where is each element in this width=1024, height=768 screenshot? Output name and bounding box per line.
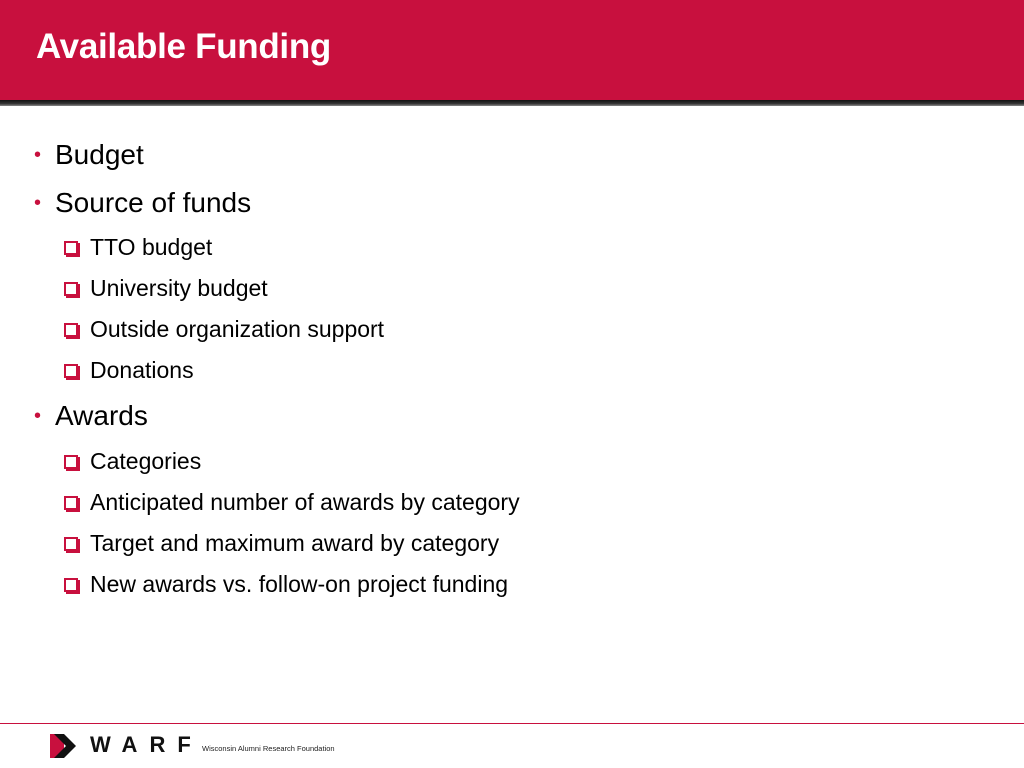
logo-wordmark: WARF xyxy=(90,732,203,757)
sub-bullet-text: University budget xyxy=(90,275,268,301)
sub-bullet-item xyxy=(64,274,268,302)
sub-bullet-text: TTO budget xyxy=(90,234,213,260)
sub-bullet-text: Anticipated number of awards by category xyxy=(90,489,520,515)
title-bar-shadow xyxy=(0,100,1024,106)
slide-title: Available Funding xyxy=(36,27,332,66)
checkbox-square-icon xyxy=(64,537,78,551)
sub-bullet-item xyxy=(64,315,384,343)
sub-bullet-text: Donations xyxy=(90,357,194,383)
footer-divider xyxy=(0,723,1024,724)
sub-bullet-text: Categories xyxy=(90,448,202,474)
bullet-text: Budget xyxy=(55,139,144,170)
bullet-dot-icon: • xyxy=(34,144,42,166)
sub-bullet-item xyxy=(64,356,194,384)
bullet-item xyxy=(34,186,251,220)
logo-subtitle: Wisconsin Alumni Research Foundation xyxy=(202,744,335,753)
bullet-item xyxy=(34,399,148,433)
sub-bullet-item xyxy=(64,233,212,261)
checkbox-square-icon xyxy=(64,364,78,378)
sub-bullet-item xyxy=(64,447,201,475)
sub-bullet-text: New awards vs. follow-on project funding xyxy=(90,571,509,597)
sub-bullet-text: Target and maximum award by category xyxy=(90,530,500,556)
checkbox-square-icon xyxy=(64,282,78,296)
sub-bullet-text: Outside organization support xyxy=(90,316,385,342)
checkbox-square-icon xyxy=(64,578,78,592)
bullet-text: Source of funds xyxy=(55,187,252,218)
checkbox-square-icon xyxy=(64,455,78,469)
bullet-dot-icon: • xyxy=(34,405,42,427)
checkbox-square-icon xyxy=(64,241,78,255)
checkbox-square-icon xyxy=(64,496,78,510)
bullet-text: Awards xyxy=(55,400,148,431)
sub-bullet-item xyxy=(64,570,508,598)
checkbox-square-icon xyxy=(64,323,78,337)
bullet-dot-icon: • xyxy=(34,192,42,214)
title-bar xyxy=(0,0,1024,100)
bullet-item xyxy=(34,138,144,172)
sub-bullet-item xyxy=(64,529,499,557)
warf-logo-icon xyxy=(50,734,78,758)
sub-bullet-item xyxy=(64,488,520,516)
